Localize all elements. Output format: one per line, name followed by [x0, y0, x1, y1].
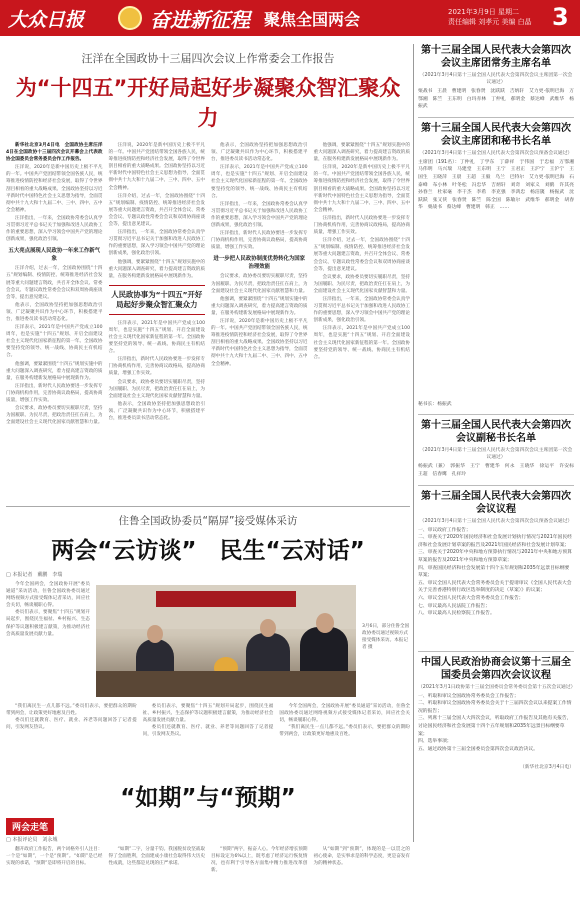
masthead	[0, 0, 580, 36]
section-divider	[6, 506, 410, 507]
article-paragraph: 他表示，全国政协坚持把加强思想政治引领、广泛凝聚共识作为中心环节，积极搭建平台，推进委员读书活动常态化。	[211, 143, 308, 163]
page-number: 3	[552, 3, 569, 31]
list-item: 七、审议最高人民法院工作报告；	[418, 603, 490, 609]
subheading: 五大亮点展现人民政协一年来工作新气象	[8, 248, 101, 263]
article-paragraph: 汪洋指出，新时代人民政协要进一步发挥专门协商机构作用，完善协商议政格局，提高协商质量，增强工作实效。	[108, 357, 205, 377]
third-headline: “如期”与“预期”	[120, 785, 296, 811]
sidebar-footer: （新华社北京3月4日电）	[519, 764, 574, 770]
article-paragraph: 从“如期”到“预期”，体现的是一以贯之的初心使命，是实事求是的科学态度，更是奋发有为的精神状态。	[313, 847, 410, 867]
sidebar-block-presidium-executive	[418, 44, 574, 111]
article-paragraph: 今年全国两会，全国政协开展“委员通道”采访活动，住鲁全国政协委员通过网络视频方式接受媒体记者采访，回应社会关切，畅谈履职心得。	[279, 704, 411, 724]
list-item: 四、审查国民经济和社会发展第十四个五年规划和2035年远景目标纲要草案；	[418, 565, 570, 579]
article-paragraph: 他表示，全国政协坚持把加强思想政治引领、广泛凝聚共识作为中心环节，积极搭建平台，推进委员读书活动常态化。	[6, 302, 103, 322]
subheading: 进一步把人民政协制度优势转化为国家治理效能	[213, 256, 306, 271]
list-item: 一、审议政府工作报告；	[418, 527, 471, 533]
sidebar-divider	[418, 485, 574, 486]
sidebar-title: 第十三届全国人民代表大会第四次会议主席团常务主席名单	[421, 45, 571, 69]
list-item: 三、列席十三届全国人大四次会议，听取政府工作报告及其他有关报告，讨论国民经济和社会发展第十四个五年规划和2035年远景目标纲要草案；	[418, 716, 572, 737]
article-paragraph: 他强调，要紧紧围绕“十四五”规划实施中的重大问题深入调查研究，着力提高建言资政的质量，在服务构建新发展格局中展现新作为。	[6, 361, 103, 381]
photo-section	[6, 571, 410, 699]
masthead-section: 聚焦全国两会	[264, 10, 361, 29]
sidebar-note: （2021年3月4日第十三届全国人民代表大会第四次会议预备会议通过）	[419, 150, 573, 156]
article-paragraph: 汪洋表示，2021年是中国共产党成立100周年，也是实施“十四五”规划、开启全面建设社会主义现代化国家新征程的第一年。全国政协要坚持党的领导、统一战线、协商民主有机结合。	[313, 326, 410, 360]
sidebar-title: 中国人民政治协商会议第十三届全国委员会第四次会议议程	[421, 656, 571, 681]
second-column-2	[6, 703, 137, 773]
sidebar-names: 杨振武（兼） 郭振华 王宁 曹建华 何永 王晓华 徐运平 许安标 王超 信春鹰 孔祥玲	[418, 464, 579, 477]
second-kicker: 住鲁全国政协委员“隔屏”接受媒体采访	[118, 515, 298, 527]
lead-column-4	[314, 142, 411, 502]
article-paragraph: 汪洋介绍，过去一年，全国政协围绕“十四五”规划编制、疫情防控、统筹推进经济社会发展等重大问题建言资政，共召开全体会议、常委会会议、专题议政性常委会会议和双周协商座谈会等，提出意见建议。	[6, 266, 103, 300]
reporter-byline: □ 本报记者 戴鹏 李瑞	[6, 572, 63, 578]
article-paragraph: “预期”两字，振奋人心。今年经济增长预期目标设定为6%以上，既考虑了经济运行恢复情况，也有利于引导各方面集中精力推进改革创新。	[211, 847, 308, 874]
sidebar-title: 第十三届全国人民代表大会第四次会议副秘书长名单	[421, 420, 571, 445]
article-paragraph: 汪洋表示，2021年是中国共产党成立100周年，也是实施“十四五”规划、开启全面建设社会主义现代化国家新征程的第一年。全国政协要坚持党的领导、统一战线、协商民主有机结合。	[6, 325, 103, 359]
article-paragraph: 翻开政府工作报告，两个词格外引人注目：一个是“如期”，一个是“预期”。“如期”是已经实现的承诺，“预期”是即将开启的目标。	[6, 847, 103, 867]
sidebar-divider	[418, 414, 574, 415]
article-paragraph: 汪洋指出，新时代人民政协要进一步发挥专门协商机构作用，完善协商议政格局，提高协商质量，增强工作实效。	[6, 383, 103, 403]
lead-kicker: 汪洋在全国政协十三届四次会议上作常委会工作报告	[81, 52, 335, 65]
article-paragraph: 会议要求，政协委员要切实履职尽责，坚持为国履职、为民尽责，把政治责任扛在肩上，为全面建设社会主义现代化国家贡献智慧和力量。	[313, 274, 410, 294]
article-paragraph: 他强调，要紧紧围绕“十四五”规划实施中的重大问题深入调查研究，着力提高建言资政的质量，在服务构建新发展格局中展现新作为。	[108, 259, 205, 279]
second-body	[6, 703, 410, 773]
article-paragraph: 汪洋表示，2021年是中国共产党成立100周年，也是实施“十四五”规划、开启全面建设社会主义现代化国家新征程的第一年。全国政协要坚持党的领导、统一战线、协商民主有机结合。	[211, 165, 308, 199]
article-paragraph: 会议要求，政协委员要切实履职尽责，坚持为国履职、为民尽责，把政治责任扛在肩上，为全面建设社会主义现代化国家贡献智慧和力量。	[108, 379, 205, 399]
national-emblem-icon	[118, 6, 142, 30]
article-paragraph: 会议要求，政协委员要切实履职尽责，坚持为国履职、为民尽责，把政治责任扛在肩上，为全面建设社会主义现代化国家贡献智慧和力量。	[211, 274, 308, 294]
issue-date: 2021年3月9日 星期二	[448, 8, 519, 16]
third-story	[6, 818, 410, 906]
article-paragraph: 会议要求，政协委员要切实履职尽责，坚持为国履职、为民尽责，把政治责任扛在肩上，为全面建设社会主义现代化国家贡献智慧和力量。	[6, 406, 103, 426]
article-paragraph: 他强调，要紧紧围绕“十四五”规划实施中的重大问题深入调查研究，着力提高建言资政的质量，在服务构建新发展格局中展现新作为。	[313, 143, 410, 163]
second-headline: 两会“云访谈” 民生“云对话”	[51, 538, 365, 564]
lead-body	[6, 142, 410, 502]
list-item: 八、审议最高人民检察院工作报告。	[418, 611, 495, 617]
article-paragraph: 汪洋指出，新时代人民政协要进一步发挥专门协商机构作用，完善协商议政格局，提高协商质量，增强工作实效。	[211, 231, 308, 251]
sidebar-title: 第十三届全国人民代表大会第四次会议主席团和秘书长名单	[421, 122, 571, 147]
sidebar-divider	[418, 651, 574, 652]
sidebar-block-deputy-secretaries	[418, 419, 579, 478]
list-item: 六、审议全国人民代表大会常务委员会工作报告；	[418, 595, 524, 601]
sidebar-secretary: 秘书长：杨振武	[418, 401, 452, 407]
list-item: 一、听取和审议全国政协常务委员会工作报告；	[418, 693, 519, 699]
article-paragraph: 汪洋说，2020年是新中国历史上极不平凡的一年。中国共产党团结带领全国各族人民，统筹推进疫情防控和经济社会发展，取得了令世界刮目相看的重大战略成果。全国政协坚持以习近平新时代中国特色社会主义思想为指导，全面贯彻中共十九大和十九届二中、三中、四中、五中全会精神。	[313, 165, 410, 213]
article-paragraph: “我们离民生一点儿都不远。”委员们表示，要把群众的期盼带到两会，让政策更好地惠及百姓。	[6, 704, 137, 717]
sidebar-note: （2021年3月4日第十三届全国人民代表大会第四次会议主席团第一次会议通过）	[419, 73, 573, 85]
article-paragraph: 他强调，要紧紧围绕“十四五”规划实施中的重大问题深入调查研究，着力提高建言资政的质量，在服务构建新发展格局中展现新作为。	[211, 296, 308, 316]
second-column-1	[6, 581, 90, 699]
article-paragraph: 汪洋说，2020年是新中国历史上极不平凡的一年。中国共产党团结带领全国各族人民，统筹推进疫情防控和经济社会发展，取得了令世界刮目相看的重大战略成果。全国政协坚持以习近平新时代中国特色社会主义思想为指导，全面贯彻中共十九大和十九届二中、三中、四中、五中全会精神。	[6, 165, 103, 213]
article-paragraph: 汪洋介绍，过去一年，全国政协围绕“十四五”规划编制、疫情防控、统筹推进经济社会发展等重大问题建言资政，共召开全体会议、常委会会议、专题议政性常委会会议和双周协商座谈会等，提出意见建议。	[313, 238, 410, 272]
article-paragraph: 汪洋指出，一年来，全国政协常委会认真学习贯彻习近平总书记关于加强和改进人民政协工作的重要思想，深入学习领会中国共产党的理论创新成果，强化政治引领。	[313, 296, 410, 324]
article-paragraph: 汪洋指出，一年来，全国政协常委会认真学习贯彻习近平总书记关于加强和改进人民政协工作的重要思想，深入学习领会中国共产党的理论创新成果，强化政治引领。	[211, 201, 308, 229]
list-item: 二、审查关于2020年国民经济和社会发展计划执行情况与2021年国民经济和社会发展计划草案的报告及2021年国民经济和社会发展计划草案；	[418, 535, 572, 548]
article-paragraph: 委员们表示，要聚焦“十四五”规划开局起步，围绕民生福祉、乡村振兴、生态保护等议题积极建言献策，为推动经济社会高质量发展贡献力量。	[6, 610, 90, 637]
sidebar-block-npc-agenda	[418, 490, 574, 645]
sidebar-names: 主席团（191名）：丁仲礼 丁学东 丁薛祥 于伟国 于忠福 万鄂湘 马伟明 马兴瑞 马建堂 王东明 王宁 王君正 王沪宁 王沪宁 王国生 王晓萍 王晨 王超 王毅 乌兰 巴特尔 艾力更·依明巴海 石泰峰 布小林 叶冬松 冯忠华 吉炳轩 刘奇 刘家义 刘鹤 许其亮 孙春兰 杜家毫 李干杰 李希 李克强 李鸿忠 杨洁篪 杨振武 沈跃跃 张又侠 张春贤 陈竺 陈全国 陈敏尔 武维华 郝明金 胡春华 栗战书 蔡达峰 曹建明 韩正 ……	[418, 159, 579, 211]
lead-headline: 为“十四五”开好局起好步凝聚众智汇聚众力	[15, 76, 401, 130]
sidebar-block-cppcc-agenda	[418, 656, 574, 770]
third-column-4	[314, 846, 411, 902]
article-paragraph: 委员们表示，要聚焦“十四五”规划开局起步，围绕民生福祉、乡村振兴、生态保护等议题积极建言献策，为推动经济社会高质量发展贡献力量。	[142, 704, 274, 724]
second-column-4	[279, 703, 410, 773]
article-paragraph: 汪洋表示，2021年是中国共产党成立100周年，也是实施“十四五”规划、开启全面建设社会主义现代化国家新征程的第一年。全国政协要坚持党的领导、统一战线、协商民主有机结合。	[108, 320, 205, 355]
third-column-3	[211, 846, 308, 902]
article-paragraph: 今年全国两会，全国政协开展“委员通道”采访活动，住鲁全国政协委员通过网络视频方式接受媒体记者采访，回应社会关切，畅谈履职心得。	[6, 582, 90, 609]
lead-column-1	[6, 142, 103, 502]
article-paragraph: 委员们还就教育、医疗、就业、养老等问题回答了记者提问，引发网友热议。	[6, 718, 137, 731]
news-photo	[96, 585, 356, 697]
sidebar-note: （2021年3月4日第十三届全国人民代表大会第四次会议主席团第一次会议通过）	[419, 448, 573, 461]
article-paragraph: 汪洋说，2020年是新中国历史上极不平凡的一年。中国共产党团结带领全国各族人民，统筹推进疫情防控和经济社会发展，取得了令世界刮目相看的重大战略成果。全国政协坚持以习近平新时代中国特色社会主义思想为指导，全面贯彻中共十九大和十九届二中、三中、四中、五中全会精神。	[108, 143, 205, 191]
masthead-slogan: 奋进新征程	[150, 8, 250, 32]
list-item: 四、选举事项；	[418, 739, 452, 745]
sidebar-note: （2021年3月4日第十三届全国人民代表大会第四次会议预备会议通过）	[419, 518, 573, 524]
article-paragraph: “我们离民生一点儿都不远。”委员们表示，要把群众的期盼带到两会，让政策更好地惠及百姓。	[279, 725, 411, 738]
list-item: 三、审查关于2020年中央和地方预算执行情况与2021年中央和地方预算草案的报告及2021年中央和地方预算草案；	[418, 550, 572, 563]
agenda-list	[418, 693, 574, 763]
list-item: 五、审议全国人民代表大会常务委员会关于提请审议《全国人民代表大会关于完善香港特别行政区选举制度的决定（草案）》的议案；	[418, 580, 572, 594]
lead-column-2	[109, 142, 206, 502]
editor-line: 责任编辑 刘孝元 美编 白晶	[448, 18, 532, 26]
article-paragraph: 汪洋介绍，过去一年，全国政协围绕“十四五”规划编制、疫情防控、统筹推进经济社会发展等重大问题建言资政，共召开全体会议、常委会会议、专题议政性常委会会议和双周协商座谈会等，提出意见建议。	[108, 193, 205, 228]
column-tag: 两会走笔	[6, 818, 54, 835]
pull-quote: 人民政协事为“十四五”开好局起好步聚众智汇聚众力	[109, 285, 206, 315]
agenda-list	[418, 527, 574, 645]
column-divider	[413, 44, 414, 842]
sidebar-divider	[418, 117, 574, 118]
third-body	[6, 846, 410, 902]
article-paragraph: 汪洋说，2020年是新中国历史上极不平凡的一年。中国共产党团结带领全国各族人民，统筹推进疫情防控和经济社会发展，取得了令世界刮目相看的重大战略成果。全国政协坚持以习近平新时代中国特色社会主义思想为指导，全面贯彻中共十九大和十九届二中、三中、四中、五中全会精神。	[211, 318, 308, 367]
third-column-2	[109, 846, 206, 902]
article-paragraph: 汪洋指出，一年来，全国政协常委会认真学习贯彻习近平总书记关于加强和改进人民政协工作的重要思想，深入学习领会中国共产党的理论创新成果，强化政治引领。	[108, 230, 205, 257]
article-paragraph: 委员们还就教育、医疗、就业、养老等问题回答了记者提问，引发网友热议。	[142, 725, 274, 738]
lead-column-3	[211, 142, 308, 502]
newspaper-logo: 大众日报	[8, 9, 85, 31]
article-paragraph: 汪洋指出，新时代人民政协要进一步发挥专门协商机构作用，完善协商议政格局，提高协商质量，增强工作实效。	[313, 215, 410, 236]
sidebar-names: 栗战书 王晨 曹建明 张春贤 沈跃跃 吉炳轩 艾力更·依明巴海 万鄂湘 陈竺 王东明 白玛赤林 丁仲礼 郝明金 蔡达峰 武维华 杨振武	[418, 89, 574, 110]
lead-paragraph: 新华社北京3月4日电 全国政协主席汪洋4日在全国政协十三届四次会议开幕会上代表政协全国委员会常务委员会作工作报告。	[6, 143, 103, 163]
sidebar-block-presidium	[418, 122, 579, 409]
second-column-3	[143, 703, 274, 773]
masthead-meta	[448, 7, 532, 27]
article-paragraph: “如期”二字，分量千钧。我国脱贫攻坚战取得了全面胜利，全面建成小康社会取得伟大历史性成就，这些都是兑现的庄严承诺。	[108, 847, 205, 867]
article-paragraph: 汪洋指出，一年来，全国政协常委会认真学习贯彻习近平总书记关于加强和改进人民政协工作的重要思想，深入学习领会中国共产党的理论创新成果，强化政治引领。	[6, 215, 103, 243]
photo-caption: 3月6日，部分住鲁全国政协委员通过视频方式接受媒体采访。本报记者 摄	[362, 624, 410, 650]
main-content	[6, 44, 410, 906]
sidebar	[418, 44, 579, 776]
third-column-1	[6, 846, 103, 902]
list-item: 五、通过政协第十三届全国委员会第四次会议政治决议。	[418, 746, 538, 752]
third-byline: □ 本报评论员 刘永城	[6, 837, 58, 843]
sidebar-note: （2021年3月1日政协第十三届全国委员会常务委员会第十五次会议通过）	[418, 684, 576, 690]
list-item: 二、听取和审议全国政协常务委员会关于十三届四次会议以来提案工作情况的报告；	[418, 701, 572, 714]
article-paragraph: 他表示，全国政协坚持把加强思想政治引领、广泛凝聚共识作为中心环节，积极搭建平台，推进委员读书活动常态化。	[108, 401, 205, 421]
sidebar-title: 第十三届全国人民代表大会第四次会议议程	[421, 490, 571, 515]
